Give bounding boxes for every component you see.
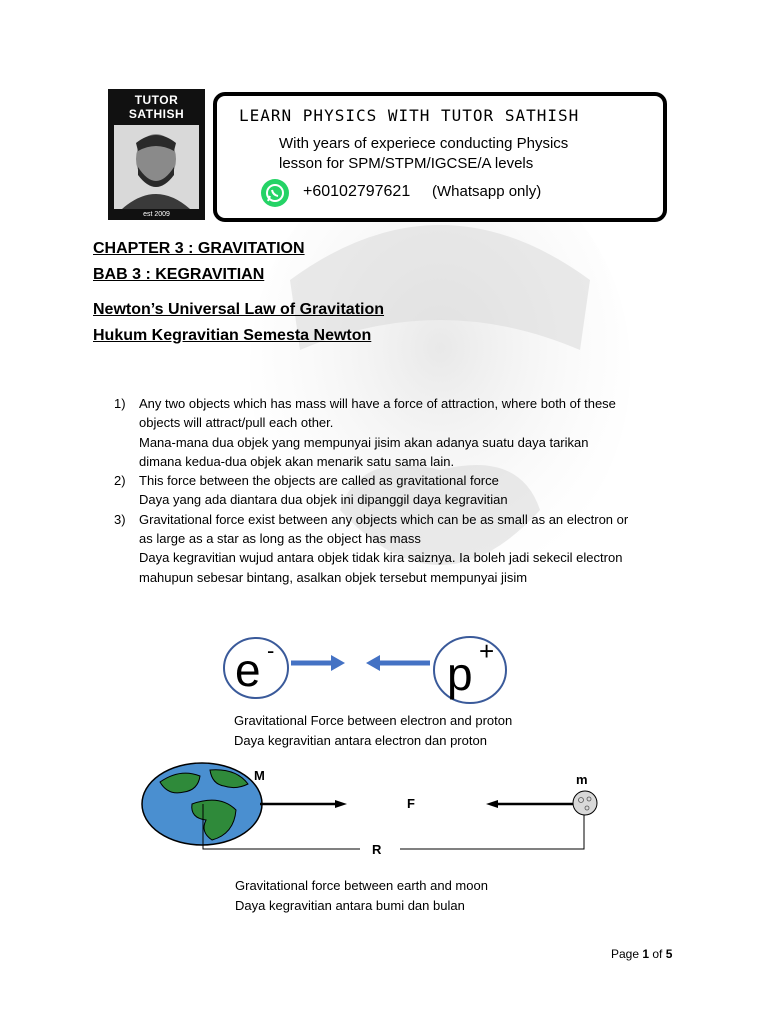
photo-est: est 2009	[143, 211, 170, 218]
figure1-caption-ms: Daya kegravitian antara electron dan proton	[234, 733, 487, 748]
figure1-caption-en: Gravitational Force between electron and proton	[234, 713, 513, 728]
list-line: Any two objects which has mass will have a force of attraction, where both of these	[139, 396, 616, 411]
header-banner	[213, 92, 667, 222]
electron-arrowhead	[331, 655, 345, 671]
whatsapp-icon	[261, 179, 289, 207]
proton-symbol: p	[447, 648, 473, 700]
page-number	[611, 947, 672, 961]
page-current: 1	[642, 947, 650, 961]
tutor-photo-card	[108, 89, 205, 220]
list-line: mahupun sebesar bintang, asalkan objek tersebut mempunyai jisim	[139, 569, 528, 585]
moon-icon	[573, 791, 597, 815]
banner-desc-line1: With years of experiece conducting Physics	[279, 135, 569, 152]
moon-arrowhead	[486, 800, 498, 808]
figure2-caption-ms: Daya kegravitian antara bumi dan bulan	[235, 898, 465, 913]
list-line: Mana-mana dua objek yang mempunyai jisim akan adanya suatu daya tarikan	[139, 434, 589, 450]
banner-description	[279, 134, 568, 174]
figure2-caption-en: Gravitational force between earth and moon	[235, 878, 488, 893]
electron-proton-diagram	[215, 628, 515, 710]
section-title-en: Newton’s Universal Law of Gravitation	[93, 301, 385, 318]
proton-arrowhead	[366, 655, 380, 671]
page-of: of	[649, 947, 666, 961]
list-line: objects will attract/pull each other.	[139, 415, 334, 431]
list-line: This force between the objects are called as gravitational force	[139, 473, 499, 489]
list-line: Daya kegravitian wujud antara objek tidak kira saiznya. Ia boleh jadi sekecil electron	[139, 550, 623, 566]
figure2-caption	[235, 876, 488, 916]
list-item	[114, 394, 684, 471]
tutor-photo	[108, 123, 205, 211]
photo-title: TUTOR SATHISH	[128, 93, 185, 121]
list-line: as large as a star as long as the object has mass	[139, 531, 421, 547]
list-line: Gravitational force exist between any objects which can be as small as an electron or	[139, 511, 629, 527]
list-number: 2)	[114, 473, 126, 489]
list-item	[114, 471, 684, 510]
electron-symbol: e	[235, 644, 261, 696]
list-number: 3)	[114, 511, 126, 527]
label-m: m	[576, 772, 588, 787]
chapter-title-en: CHAPTER 3 : GRAVITATION	[93, 240, 305, 257]
points-list	[114, 394, 684, 587]
phone-number: +60102797621	[303, 183, 411, 200]
label-M: M	[254, 768, 265, 783]
page-prefix: Page	[611, 947, 643, 961]
list-item	[114, 510, 684, 587]
phone-note: (Whatsapp only)	[432, 183, 542, 200]
figure1-caption	[234, 711, 512, 751]
label-F: F	[407, 796, 415, 811]
section-title-ms: Hukum Kegravitian Semesta Newton	[93, 327, 372, 344]
earth-arrowhead	[335, 800, 347, 808]
chapter-title-ms: BAB 3 : KEGRAVITIAN	[93, 266, 265, 283]
banner-desc-line2: lesson for SPM/STPM/IGCSE/A levels	[279, 155, 534, 172]
page-total: 5	[665, 947, 673, 961]
proton-charge: +	[479, 636, 495, 666]
list-line: dimana kedua-dua objek akan menarik satu sama lain.	[139, 453, 455, 469]
list-line: Daya yang ada diantara dua objek ini dipanggil daya kegravitian	[139, 492, 508, 508]
list-number: 1)	[114, 396, 126, 411]
earth-moon-diagram	[140, 760, 620, 860]
label-R: R	[372, 842, 382, 857]
electron-charge: -	[267, 638, 275, 663]
banner-title: LEARN PHYSICS WITH TUTOR SATHISH	[239, 106, 580, 125]
distance-line	[400, 815, 584, 849]
